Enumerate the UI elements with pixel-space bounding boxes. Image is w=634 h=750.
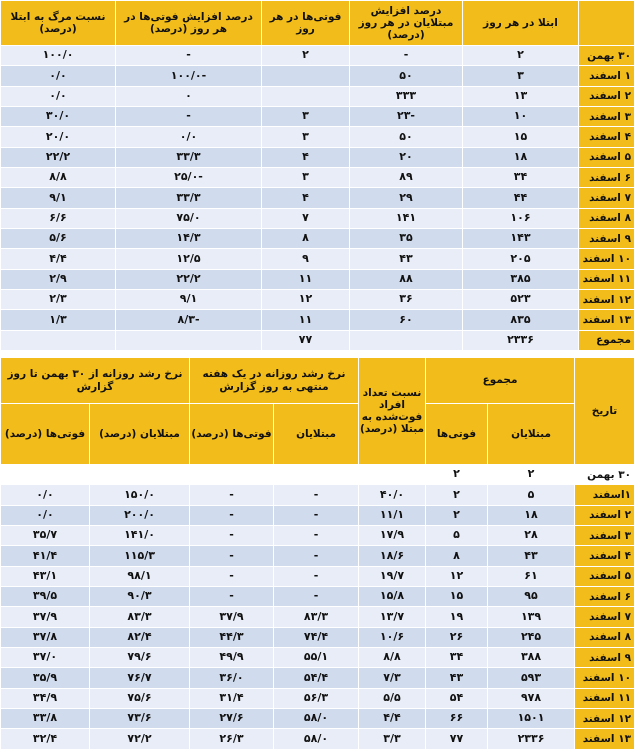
row-date: ۲ اسفند — [575, 505, 634, 525]
cell-cum-deaths: ۱۲ — [426, 566, 488, 586]
cell-weekly-cases: - — [274, 485, 359, 505]
cell-since-deaths: ۰/۰ — [1, 485, 90, 505]
cell-deaths: ۱۱ — [262, 310, 350, 330]
cell-ratio: ۱۰/۶ — [359, 627, 426, 647]
table-row — [1, 546, 634, 566]
table-row — [1, 627, 634, 647]
cell-deaths: ۹ — [262, 249, 350, 269]
total-label: مجموع — [579, 330, 634, 350]
cell-weekly-deaths: - — [190, 566, 274, 586]
cell-since-deaths: ۳۵/۹ — [1, 668, 90, 688]
cell-case-growth: ۶۰ — [350, 310, 463, 330]
table2-header-row-1 — [1, 358, 634, 404]
table2-header-weekly-cases: مبتلایان — [274, 404, 359, 465]
cell-case-growth: ۳۵ — [350, 228, 463, 248]
table2-body — [1, 465, 634, 750]
cell-cases: ۳۴ — [463, 167, 579, 187]
cell-since-cases — [90, 465, 190, 485]
cell-deaths: ۳ — [262, 167, 350, 187]
cell-deaths: ۱۲ — [262, 289, 350, 309]
cumulative-stats-table — [0, 357, 634, 750]
cell-weekly-cases: ۷۴/۴ — [274, 627, 359, 647]
total-cases: ۲۳۳۶ — [463, 330, 579, 350]
cell-ratio: ۱۷/۹ — [359, 526, 426, 546]
cell-since-deaths: ۳۴/۹ — [1, 688, 90, 708]
cell-cum-cases: ۲۸ — [488, 526, 575, 546]
cell-cum-deaths: ۲ — [426, 505, 488, 525]
cell-cum-cases: ۹۷۸ — [488, 688, 575, 708]
cell-since-deaths: ۳۷/۰ — [1, 648, 90, 668]
table-row — [1, 587, 634, 607]
row-date: ۱۰ اسفند — [579, 249, 634, 269]
cell-cfr: ۲۲/۲ — [1, 147, 116, 167]
cell-case-growth: -۲۳ — [350, 106, 463, 126]
cell-cases: ۱۸ — [463, 147, 579, 167]
cell-cases: ۳ — [463, 66, 579, 86]
cell-ratio: ۱۱/۱ — [359, 505, 426, 525]
cell-death-growth: -۲۵/۰ — [116, 167, 262, 187]
cell-since-deaths: ۴۱/۴ — [1, 546, 90, 566]
table1-header-cases: ابتلا در هر روز — [463, 1, 579, 46]
table-row — [1, 86, 634, 106]
table-row — [1, 688, 634, 708]
cell-weekly-deaths — [190, 465, 274, 485]
cell-cum-cases: ۵ — [488, 485, 575, 505]
cell-cum-deaths: ۲ — [426, 465, 488, 485]
row-date: ۷ اسفند — [579, 188, 634, 208]
table-row — [1, 228, 634, 248]
total-row — [1, 330, 634, 350]
row-date: ۱۲ اسفند — [575, 709, 634, 729]
cell-death-growth: ۳۳/۳ — [116, 188, 262, 208]
cell-cum-cases: ۹۵ — [488, 587, 575, 607]
cell-weekly-cases: ۵۵/۱ — [274, 648, 359, 668]
table2-header-cumulative: مجموع — [426, 358, 575, 404]
cell-death-growth: - — [116, 46, 262, 66]
cell-ratio: ۱۵/۸ — [359, 587, 426, 607]
cell-weekly-deaths: ۳۷/۹ — [190, 607, 274, 627]
table2-header-cum-deaths: فوتی‌ها — [426, 404, 488, 465]
table-row — [1, 269, 634, 289]
table2-header-since-deaths: فوتی‌ها (درصد) — [1, 404, 90, 465]
cell-weekly-cases — [274, 465, 359, 485]
cell-since-deaths: ۴۳/۱ — [1, 566, 90, 586]
cell-cum-cases: ۳۸۸ — [488, 648, 575, 668]
table2-header-weekly-deaths: فوتی‌ها (درصد) — [190, 404, 274, 465]
cell-cum-cases: ۶۱ — [488, 566, 575, 586]
row-date: ۴ اسفند — [575, 546, 634, 566]
cell-weekly-cases: - — [274, 526, 359, 546]
cell-cum-cases: ۲۳۳۶ — [488, 729, 575, 750]
row-date: ۶ اسفند — [575, 587, 634, 607]
cell-cum-deaths: ۴۳ — [426, 668, 488, 688]
cell-weekly-cases: ۵۶/۳ — [274, 688, 359, 708]
cell-cum-deaths: ۸ — [426, 546, 488, 566]
row-date: ۳۰ بهمن — [579, 46, 634, 66]
cell-since-cases: ۸۳/۳ — [90, 607, 190, 627]
cell-cases: ۱۳ — [463, 86, 579, 106]
cell-cfr: ۹/۱ — [1, 188, 116, 208]
cell-deaths: ۷ — [262, 208, 350, 228]
cell-case-growth: ۵۰ — [350, 127, 463, 147]
cell-death-growth: -۱۰۰/۰ — [116, 66, 262, 86]
table2-header-date: تاریخ — [575, 358, 634, 465]
table-row — [1, 106, 634, 126]
cell-death-growth: ۲۲/۲ — [116, 269, 262, 289]
cell-cases: ۱۵ — [463, 127, 579, 147]
cell-case-growth: ۲۰ — [350, 147, 463, 167]
cell-ratio: ۱۳/۷ — [359, 607, 426, 627]
table-row — [1, 249, 634, 269]
row-date: ۲ اسفند — [579, 86, 634, 106]
table-row — [1, 127, 634, 147]
table-row — [1, 668, 634, 688]
table2-header-weekly: نرخ رشد روزانه در یک هفته منتهی به روز گزارش — [190, 358, 359, 404]
cell-case-growth: ۲۹ — [350, 188, 463, 208]
cell-cum-deaths: ۲ — [426, 485, 488, 505]
cell-cum-deaths: ۵۴ — [426, 688, 488, 708]
cell-weekly-deaths: - — [190, 526, 274, 546]
table-row — [1, 729, 634, 750]
cell-weekly-deaths: ۴۴/۳ — [190, 627, 274, 647]
cell-since-deaths: ۳۵/۷ — [1, 526, 90, 546]
table-row — [1, 167, 634, 187]
total-deaths: ۷۷ — [262, 330, 350, 350]
cell-cum-deaths: ۶۶ — [426, 709, 488, 729]
cell-weekly-deaths: - — [190, 587, 274, 607]
cell-case-growth: ۳۳۳ — [350, 86, 463, 106]
total-case-growth — [350, 330, 463, 350]
cell-death-growth: -۸/۳ — [116, 310, 262, 330]
cell-deaths: ۳ — [262, 106, 350, 126]
cell-since-deaths: ۳۲/۴ — [1, 729, 90, 750]
cell-since-cases: ۷۳/۶ — [90, 709, 190, 729]
table1-header-date — [579, 1, 634, 46]
cell-since-deaths: ۳۳/۸ — [1, 709, 90, 729]
row-date: ۱۲ اسفند — [579, 289, 634, 309]
cell-since-deaths — [1, 465, 90, 485]
total-death-growth — [116, 330, 262, 350]
table-row — [1, 66, 634, 86]
cell-since-cases: ۷۶/۷ — [90, 668, 190, 688]
cell-cases: ۱۰ — [463, 106, 579, 126]
row-date: ۹ اسفند — [575, 648, 634, 668]
cell-cum-deaths: ۱۵ — [426, 587, 488, 607]
cell-deaths — [262, 66, 350, 86]
cell-weekly-deaths: ۲۷/۶ — [190, 709, 274, 729]
table1-header-cfr: نسبت مرگ به ابتلا (درصد) — [1, 1, 116, 46]
table-row — [1, 188, 634, 208]
cell-since-cases: ۹۸/۱ — [90, 566, 190, 586]
cell-cfr: ۸/۸ — [1, 167, 116, 187]
cell-cum-deaths: ۲۶ — [426, 627, 488, 647]
cell-weekly-deaths: - — [190, 485, 274, 505]
cell-weekly-cases: - — [274, 546, 359, 566]
cell-since-cases: ۹۰/۳ — [90, 587, 190, 607]
cell-case-growth: ۸۹ — [350, 167, 463, 187]
row-date: ۸ اسفند — [579, 208, 634, 228]
cell-cum-cases: ۲۴۵ — [488, 627, 575, 647]
cell-deaths: ۴ — [262, 188, 350, 208]
cell-cfr: ۱۰۰/۰ — [1, 46, 116, 66]
table-row — [1, 465, 634, 485]
cell-ratio: ۷/۳ — [359, 668, 426, 688]
cell-weekly-deaths: ۳۶/۰ — [190, 668, 274, 688]
table-row — [1, 485, 634, 505]
cell-cum-cases: ۴۳ — [488, 546, 575, 566]
cell-since-deaths: ۳۷/۹ — [1, 607, 90, 627]
cell-since-deaths: ۳۹/۵ — [1, 587, 90, 607]
cell-deaths: ۸ — [262, 228, 350, 248]
cell-death-growth: - — [116, 106, 262, 126]
table1-header-death-growth: درصد افزایش فوتی‌ها در هر روز (درصد) — [116, 1, 262, 46]
cell-cum-cases: ۱۵۰۱ — [488, 709, 575, 729]
row-date: ۱۳ اسفند — [575, 729, 634, 750]
cell-since-cases: ۱۴۱/۰ — [90, 526, 190, 546]
row-date: ۱۰ اسفند — [575, 668, 634, 688]
table-row — [1, 208, 634, 228]
cell-since-cases: ۸۲/۴ — [90, 627, 190, 647]
cell-cases: ۲۰۵ — [463, 249, 579, 269]
cell-since-cases: ۱۱۵/۳ — [90, 546, 190, 566]
cell-cfr: ۳۰/۰ — [1, 106, 116, 126]
cell-cum-cases: ۵۹۳ — [488, 668, 575, 688]
cell-deaths: ۴ — [262, 147, 350, 167]
row-date: ۱اسفند — [575, 485, 634, 505]
cell-cum-deaths: ۵ — [426, 526, 488, 546]
table2-header-since-cases: مبتلایان (درصد) — [90, 404, 190, 465]
table-row — [1, 566, 634, 586]
cell-since-deaths: ۰/۰ — [1, 505, 90, 525]
table-row — [1, 310, 634, 330]
cell-since-cases: ۷۲/۲ — [90, 729, 190, 750]
cell-deaths — [262, 86, 350, 106]
cell-death-growth: ۱۴/۳ — [116, 228, 262, 248]
cell-weekly-deaths: ۲۶/۳ — [190, 729, 274, 750]
row-date: ۸ اسفند — [575, 627, 634, 647]
cell-cases: ۵۲۳ — [463, 289, 579, 309]
cell-weekly-deaths: - — [190, 546, 274, 566]
row-date: ۳ اسفند — [579, 106, 634, 126]
row-date: ۱۱ اسفند — [575, 688, 634, 708]
cell-cfr: ۲/۹ — [1, 269, 116, 289]
cell-cases: ۸۳۵ — [463, 310, 579, 330]
cell-death-growth: ۱۲/۵ — [116, 249, 262, 269]
cell-since-cases: ۷۹/۶ — [90, 648, 190, 668]
cell-cfr: ۰/۰ — [1, 66, 116, 86]
cell-ratio: ۵/۵ — [359, 688, 426, 708]
table-row — [1, 526, 634, 546]
table2-header-cum-cases: مبتلایان — [488, 404, 575, 465]
cell-cum-cases: ۱۸ — [488, 505, 575, 525]
table-row — [1, 46, 634, 66]
table1-header-row — [1, 1, 634, 46]
cell-deaths: ۳ — [262, 127, 350, 147]
cell-cases: ۳۸۵ — [463, 269, 579, 289]
cell-weekly-cases: ۵۸/۰ — [274, 729, 359, 750]
row-date: ۱۱ اسفند — [579, 269, 634, 289]
row-date: ۴ اسفند — [579, 127, 634, 147]
table-row — [1, 709, 634, 729]
table2-header-since: نرخ رشد روزانه از ۳۰ بهمن تا روز گزارش — [1, 358, 190, 404]
cell-cfr: ۵/۶ — [1, 228, 116, 248]
cell-since-cases: ۲۰۰/۰ — [90, 505, 190, 525]
table-row — [1, 607, 634, 627]
table2-header-row-2 — [1, 404, 634, 465]
cell-cum-deaths: ۳۴ — [426, 648, 488, 668]
row-date: ۶ اسفند — [579, 167, 634, 187]
cell-cum-deaths: ۷۷ — [426, 729, 488, 750]
row-date: ۳ اسفند — [575, 526, 634, 546]
cell-weekly-cases: ۸۳/۳ — [274, 607, 359, 627]
cell-cfr: ۲/۳ — [1, 289, 116, 309]
cell-ratio: ۳/۳ — [359, 729, 426, 750]
row-date: ۱ اسفند — [579, 66, 634, 86]
cell-case-growth: ۵۰ — [350, 66, 463, 86]
cell-deaths: ۱۱ — [262, 269, 350, 289]
table2-header-ratio: نسبت تعداد افراد فوت‌شده به مبتلا (درصد) — [359, 358, 426, 465]
cell-death-growth: ۰ — [116, 86, 262, 106]
row-date: ۱۳ اسفند — [579, 310, 634, 330]
cell-ratio: ۸/۸ — [359, 648, 426, 668]
table1-header-case-growth: درصد افزایش مبتلایان در هر روز (درصد) — [350, 1, 463, 46]
cell-weekly-cases: - — [274, 566, 359, 586]
cell-weekly-cases: - — [274, 505, 359, 525]
table-row — [1, 648, 634, 668]
total-cfr — [1, 330, 116, 350]
table-row — [1, 505, 634, 525]
cell-cases: ۱۰۶ — [463, 208, 579, 228]
cell-case-growth: ۴۳ — [350, 249, 463, 269]
cell-case-growth: ۱۴۱ — [350, 208, 463, 228]
row-date: ۵ اسفند — [575, 566, 634, 586]
cell-ratio: ۴/۴ — [359, 709, 426, 729]
cell-ratio: ۴۰/۰ — [359, 485, 426, 505]
cell-cfr: ۲۰/۰ — [1, 127, 116, 147]
cell-case-growth: ۳۶ — [350, 289, 463, 309]
table1-body — [1, 46, 634, 351]
cell-cfr: ۱/۳ — [1, 310, 116, 330]
row-date: ۳۰ بهمن — [575, 465, 634, 485]
cell-since-cases: ۷۵/۶ — [90, 688, 190, 708]
cell-since-deaths: ۳۷/۸ — [1, 627, 90, 647]
cell-weekly-deaths: ۳۱/۴ — [190, 688, 274, 708]
cell-ratio — [359, 465, 426, 485]
row-date: ۷ اسفند — [575, 607, 634, 627]
cell-cfr: ۰/۰ — [1, 86, 116, 106]
cell-case-growth: - — [350, 46, 463, 66]
table1-header-deaths: فوتی‌ها در هر روز — [262, 1, 350, 46]
cell-death-growth: ۹/۱ — [116, 289, 262, 309]
table-row — [1, 289, 634, 309]
cell-death-growth: ۷۵/۰ — [116, 208, 262, 228]
cell-weekly-cases: ۵۸/۰ — [274, 709, 359, 729]
row-date: ۵ اسفند — [579, 147, 634, 167]
daily-stats-table — [0, 0, 634, 351]
cell-cum-deaths: ۱۹ — [426, 607, 488, 627]
cell-weekly-cases: ۵۴/۴ — [274, 668, 359, 688]
cell-case-growth: ۸۸ — [350, 269, 463, 289]
cell-cfr: ۶/۶ — [1, 208, 116, 228]
cell-cases: ۴۴ — [463, 188, 579, 208]
cell-weekly-cases: - — [274, 587, 359, 607]
row-date: ۹ اسفند — [579, 228, 634, 248]
cell-weekly-deaths: - — [190, 505, 274, 525]
cell-ratio: ۱۹/۷ — [359, 566, 426, 586]
table-row — [1, 147, 634, 167]
cell-cases: ۲ — [463, 46, 579, 66]
cell-since-cases: ۱۵۰/۰ — [90, 485, 190, 505]
cell-deaths: ۲ — [262, 46, 350, 66]
cell-weekly-deaths: ۴۹/۹ — [190, 648, 274, 668]
cell-death-growth: ۳۳/۳ — [116, 147, 262, 167]
cell-cum-cases: ۱۳۹ — [488, 607, 575, 627]
cell-death-growth: ۰/۰ — [116, 127, 262, 147]
cell-cum-cases: ۲ — [488, 465, 575, 485]
cell-cases: ۱۴۳ — [463, 228, 579, 248]
cell-ratio: ۱۸/۶ — [359, 546, 426, 566]
cell-cfr: ۴/۴ — [1, 249, 116, 269]
